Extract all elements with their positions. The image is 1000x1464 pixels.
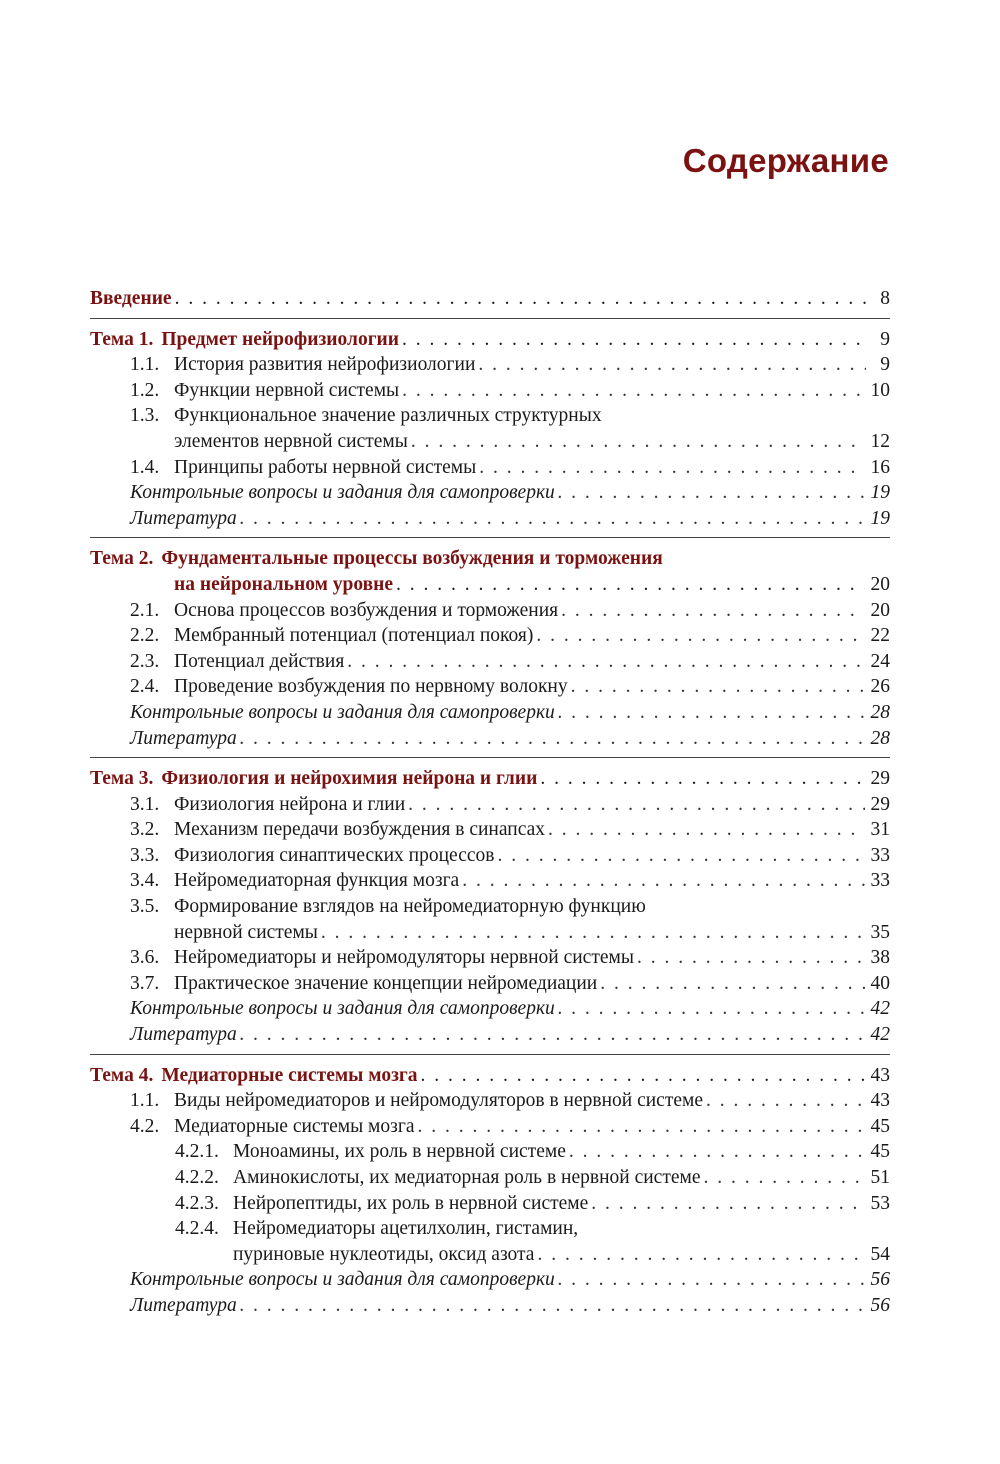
toc-entry-number: 3.2. [130, 819, 160, 841]
toc-section-topic-2 [90, 546, 890, 751]
toc-entry-continuation[interactable] [90, 429, 890, 455]
toc-entry-topic[interactable] [90, 327, 890, 353]
leader-dots [571, 674, 865, 700]
toc-entry-title: Литература [130, 507, 237, 529]
leader-dots [548, 817, 865, 843]
toc-entry-page: 20 [870, 573, 890, 595]
leader-dots [706, 1088, 865, 1114]
toc-entry-title: Нейропептиды, их роль в нервной системе [233, 1192, 589, 1214]
toc-entry-page: 26 [870, 676, 890, 698]
leader-dots [396, 572, 864, 598]
leader-dots [402, 327, 866, 353]
toc-entry-page: 10 [870, 379, 890, 401]
toc-entry-number: 3.1. [130, 793, 160, 815]
section-divider [90, 1054, 890, 1055]
toc-entry-literature[interactable] [90, 1022, 890, 1048]
toc-entry-page: 42 [870, 1024, 890, 1046]
toc-entry-number: Тема 4. [90, 1064, 154, 1086]
toc-entry-title: Предмет нейрофизиологии [161, 328, 400, 350]
toc-entry-title: Медиаторные системы мозга [161, 1064, 418, 1086]
toc-entry-page: 24 [870, 650, 890, 672]
toc-entry-page: 31 [870, 819, 890, 841]
toc-entry-title-continued: элементов нервной системы [174, 430, 408, 452]
toc-entry-title: Принципы работы нервной системы [174, 456, 477, 478]
toc-entry-page: 8 [880, 288, 890, 309]
toc-entry-questions[interactable] [90, 480, 890, 506]
toc-entry-title: Медиаторные системы мозга [174, 1115, 415, 1137]
toc-entry-subsection[interactable] [90, 649, 890, 675]
toc-entry-subsection[interactable] [90, 945, 890, 971]
toc-entry-number: Тема 2. [90, 548, 154, 570]
toc-entry-topic[interactable] [90, 546, 890, 572]
toc-entry-subsection[interactable] [90, 843, 890, 869]
leader-dots [537, 1242, 864, 1268]
toc-entry-page: 19 [870, 482, 890, 504]
toc-entry-subsection[interactable] [90, 792, 890, 818]
toc-entry-page: 43 [870, 1064, 890, 1086]
toc-entry-number: 1.2. [130, 379, 160, 401]
toc-section-topic-1 [90, 327, 890, 532]
toc-entry-number: 1.3. [130, 405, 160, 427]
toc-entry-subsubsection[interactable] [90, 1139, 890, 1165]
leader-dots [175, 286, 866, 312]
leader-dots [540, 766, 864, 792]
toc-section-topic-3 [90, 766, 890, 1048]
toc-entry-title: Основа процессов возбуждения и торможения [174, 599, 559, 621]
toc-entry-number: 4.2. [130, 1115, 160, 1137]
section-divider [90, 318, 890, 319]
toc-entry-page: 38 [870, 947, 890, 969]
toc-entry-title: Функциональное значение различных структурных [174, 405, 602, 427]
toc-entry-page: 12 [870, 430, 890, 452]
toc-entry-title: Практическое значение концепции нейромедиации [174, 972, 598, 994]
toc-entry-title: Механизм передачи возбуждения в синапсах [174, 819, 545, 841]
toc-entry-page: 22 [870, 625, 890, 647]
toc-entry-title: Нейромедиаторы и нейромодуляторы нервной системы [174, 947, 634, 969]
section-divider [90, 537, 890, 538]
leader-dots [418, 1114, 865, 1140]
toc-entry-number: 1.1. [130, 354, 160, 376]
toc-entry-subsubsection[interactable] [90, 1165, 890, 1191]
toc-entry-literature[interactable] [90, 506, 890, 532]
toc-entry-number: Тема 3. [90, 768, 154, 790]
toc-entry-subsection[interactable] [90, 378, 890, 404]
toc-entry-number: 2.4. [130, 676, 160, 698]
toc-entry-title: Физиология синаптических процессов [174, 844, 495, 866]
leader-dots [240, 726, 865, 752]
toc-entry-page: 33 [870, 844, 890, 866]
leader-dots [321, 920, 865, 946]
toc-entry-subsection[interactable] [90, 455, 890, 481]
leader-dots [402, 378, 864, 404]
toc-entry-subsection[interactable] [90, 971, 890, 997]
toc-entry-title: Нейромедиаторы ацетилхолин, гистамин, [233, 1218, 579, 1240]
leader-dots [704, 1165, 865, 1191]
section-divider [90, 757, 890, 758]
toc-entry-number: 3.7. [130, 972, 160, 994]
toc-entry-number: 3.4. [130, 870, 160, 892]
leader-dots [600, 971, 864, 997]
toc-entry-title: История развития нейрофизиологии [174, 354, 476, 376]
toc-entry-title: Литература [130, 727, 237, 749]
leader-dots [408, 792, 864, 818]
toc-entry-intro[interactable] [90, 286, 890, 312]
toc-entry-title-continued: пуриновые нуклеотиды, оксид азота [233, 1243, 535, 1265]
toc-entry-title: Виды нейромедиаторов и нейромодуляторов в нервной системе [174, 1090, 703, 1112]
toc-entry-number: 3.3. [130, 844, 160, 866]
toc-entry-page: 20 [870, 599, 890, 621]
toc-entry-title: Литература [130, 1024, 237, 1046]
page-title: Содержание [682, 142, 889, 179]
toc-entry-page: 35 [870, 921, 890, 943]
toc-entry-subsection[interactable] [90, 674, 890, 700]
toc-entry-page: 45 [870, 1141, 890, 1163]
toc-entry-number: 2.1. [130, 599, 160, 621]
toc-entry-page: 53 [870, 1192, 890, 1214]
toc-entry-continuation[interactable] [90, 920, 890, 946]
toc-entry-page: 19 [870, 507, 890, 529]
toc-entry-subsection[interactable] [90, 817, 890, 843]
toc-section-topic-4 [90, 1063, 890, 1319]
toc-entry-page: 28 [870, 727, 890, 749]
toc-entry-questions[interactable] [90, 996, 890, 1022]
toc-entry-title: Моноамины, их роль в нервной системе [233, 1141, 566, 1163]
toc-entry-questions[interactable] [90, 700, 890, 726]
leader-dots [569, 1139, 865, 1165]
toc-entry-subsubsection[interactable] [90, 1216, 890, 1242]
toc-entry-number: 4.2.3. [175, 1192, 219, 1214]
toc-entry-subsection[interactable] [90, 1114, 890, 1140]
toc-entry-page: 9 [880, 328, 890, 350]
toc-entry-title: Физиология нейрона и глии [174, 793, 406, 815]
toc-entry-page: 54 [870, 1243, 890, 1265]
toc-entry-continuation[interactable] [90, 1242, 890, 1268]
toc-entry-subsection[interactable] [90, 1088, 890, 1114]
toc-entry-title: Нейромедиаторная функция мозга [174, 870, 460, 892]
toc-entry-page: 16 [870, 456, 890, 478]
toc-entry-number: 4.2.2. [175, 1167, 219, 1188]
toc-entry-subsection[interactable] [90, 623, 890, 649]
toc-entry-title: Контрольные вопросы и задания для самопроверки [130, 482, 555, 504]
toc-entry-literature[interactable] [90, 726, 890, 752]
toc-entry-title: Контрольные вопросы и задания для самопроверки [130, 701, 555, 723]
toc-entry-page: 29 [870, 768, 890, 790]
toc-entry-title: Литература [130, 1294, 237, 1316]
toc-entry-number: 1.4. [130, 456, 160, 478]
leader-dots [637, 945, 865, 971]
toc-entry-subsection[interactable] [90, 352, 890, 378]
toc-entry-title-continued: на нейрональном уровне [174, 573, 394, 595]
toc-entry-page: 56 [870, 1269, 890, 1291]
table-of-contents [90, 286, 890, 1319]
leader-dots [240, 1022, 865, 1048]
leader-dots [558, 480, 865, 506]
toc-entry-page: 56 [870, 1294, 890, 1316]
leader-dots [411, 429, 865, 455]
toc-entry-subsubsection[interactable] [90, 1191, 890, 1217]
toc-entry-page: 45 [870, 1115, 890, 1137]
toc-entry-continuation[interactable] [90, 572, 890, 598]
toc-entry-title: Контрольные вопросы и задания для самопроверки [130, 998, 555, 1020]
toc-entry-number: Тема 1. [90, 328, 154, 350]
leader-dots [240, 506, 865, 532]
leader-dots [558, 996, 865, 1022]
toc-entry-title: Контрольные вопросы и задания для самопроверки [130, 1269, 555, 1291]
toc-entry-title: Формирование взглядов на нейромедиаторную функцию [174, 896, 646, 918]
toc-entry-questions[interactable] [90, 1267, 890, 1293]
leader-dots [478, 352, 866, 378]
toc-entry-number: 3.5. [130, 896, 160, 918]
toc-entry-page: 40 [870, 972, 890, 994]
toc-entry-page: 42 [870, 998, 890, 1020]
toc-entry-page: 51 [870, 1167, 890, 1188]
toc-entry-number: 4.2.4. [175, 1218, 219, 1240]
leader-dots [561, 598, 864, 624]
toc-entry-page: 28 [870, 701, 890, 723]
toc-entry-number: 2.2. [130, 625, 160, 647]
toc-entry-page: 9 [880, 354, 890, 376]
toc-entry-literature[interactable] [90, 1293, 890, 1319]
toc-entry-topic[interactable] [90, 1063, 890, 1089]
toc-entry-subsection[interactable] [90, 598, 890, 624]
toc-entry-subsection[interactable] [90, 894, 890, 920]
toc-entry-number: 2.3. [130, 650, 160, 672]
toc-entry-number: 4.2.1. [175, 1141, 219, 1163]
leader-dots [462, 868, 864, 894]
toc-entry-page: 33 [870, 870, 890, 892]
toc-entry-topic[interactable] [90, 766, 890, 792]
toc-entry-subsection[interactable] [90, 868, 890, 894]
toc-entry-page: 43 [870, 1090, 890, 1112]
leader-dots [421, 1063, 865, 1089]
leader-dots [536, 623, 864, 649]
toc-entry-title: Аминокислоты, их медиаторная роль в нервной системе [233, 1167, 701, 1188]
leader-dots [558, 700, 865, 726]
leader-dots [591, 1191, 864, 1217]
toc-entry-page: 29 [870, 793, 890, 815]
toc-entry-title-continued: нервной системы [174, 921, 318, 943]
leader-dots [240, 1293, 865, 1319]
toc-entry-title: Проведение возбуждения по нервному волокну [174, 676, 568, 698]
toc-entry-title: Мембранный потенциал (потенциал покоя) [174, 625, 534, 647]
toc-entry-number: 1.1. [130, 1090, 160, 1112]
toc-entry-title: Потенциал действия [174, 650, 345, 672]
toc-entry-title: Фундаментальные процессы возбуждения и торможения [161, 548, 663, 570]
toc-entry-number: 3.6. [130, 947, 160, 969]
toc-entry-title: Введение [90, 288, 172, 309]
leader-dots [497, 843, 864, 869]
toc-entry-subsection[interactable] [90, 403, 890, 429]
leader-dots [479, 455, 864, 481]
leader-dots [558, 1267, 865, 1293]
leader-dots [347, 649, 864, 675]
toc-entry-title: Физиология и нейрохимия нейрона и глии [161, 768, 538, 790]
toc-entry-title: Функции нервной системы [174, 379, 400, 401]
